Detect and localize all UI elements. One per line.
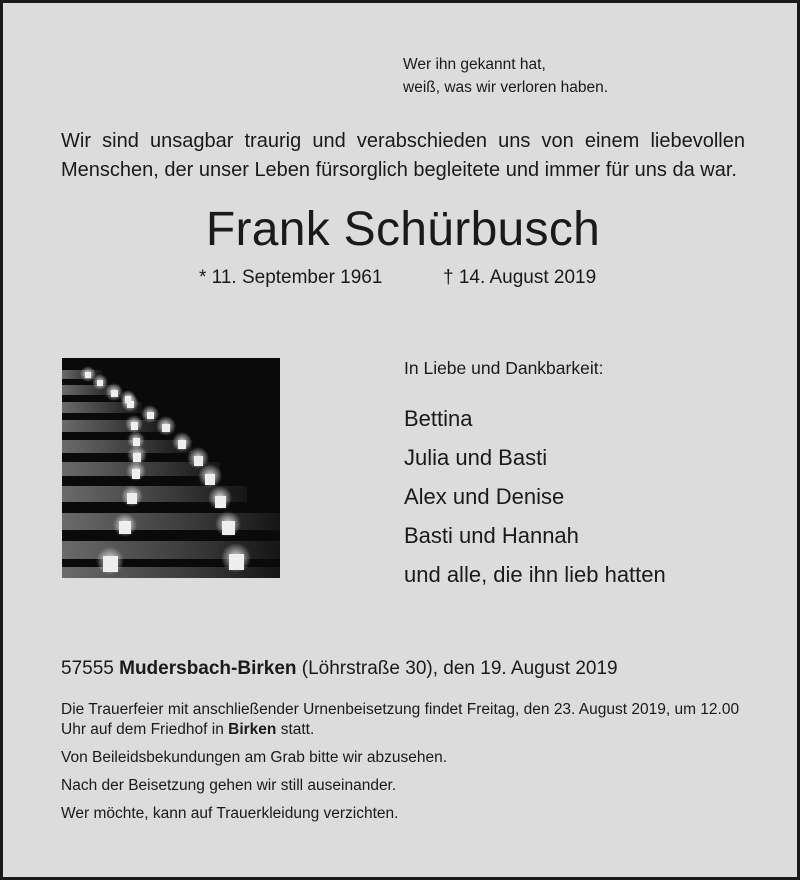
mourners-title: In Liebe und Dankbarkeit: bbox=[404, 358, 604, 378]
motto-line-1: Wer ihn gekannt hat, bbox=[403, 56, 546, 73]
candles-photo bbox=[62, 358, 280, 578]
place-date-line bbox=[61, 658, 618, 680]
intro-text: Wir sind unsagbar traurig und verabschieden uns von einem liebevollen Menschen, der unser Leben fürsorglich begleitete und immer für uns da war. bbox=[61, 130, 745, 181]
death-date: † 14. August 2019 bbox=[443, 267, 597, 288]
funeral-details bbox=[61, 700, 751, 832]
funeral-place: Birken bbox=[228, 721, 277, 738]
mourners-list bbox=[404, 399, 666, 594]
clothing-note: Wer möchte, kann auf Trauerkleidung verzichten. bbox=[61, 805, 399, 822]
mourner-name: Alex und Denise bbox=[404, 484, 565, 509]
motto-line-2: weiß, was wir verloren haben. bbox=[403, 79, 609, 96]
city: Mudersbach-Birken bbox=[119, 658, 297, 679]
mourner-name: Julia und Basti bbox=[404, 445, 548, 470]
motto bbox=[403, 53, 608, 99]
funeral-info bbox=[61, 700, 751, 740]
candles-on-stairs-icon bbox=[62, 358, 280, 578]
address-date: (Löhrstraße 30), den 19. August 2019 bbox=[301, 658, 618, 679]
mourner-name: und alle, die ihn lieb hatten bbox=[404, 562, 666, 587]
after-burial-note: Nach der Beisetzung gehen wir still auseinander. bbox=[61, 777, 397, 794]
mourner-name: Basti und Hannah bbox=[404, 523, 579, 548]
mourner-name: Bettina bbox=[404, 406, 473, 431]
funeral-info-end: statt. bbox=[280, 721, 315, 738]
deceased-name: Frank Schürbusch bbox=[205, 203, 601, 256]
funeral-info-text: Die Trauerfeier mit anschließender Urnenbeisetzung findet Freitag, den 23. August 2019, um 12.00 Uhr auf dem Friedhof in bbox=[61, 701, 740, 738]
condolences-note: Von Beileidsbekundungen am Grab bitte wir abzusehen. bbox=[61, 749, 448, 766]
postal-code: 57555 bbox=[61, 658, 114, 679]
birth-date: * 11. September 1961 bbox=[199, 267, 383, 288]
